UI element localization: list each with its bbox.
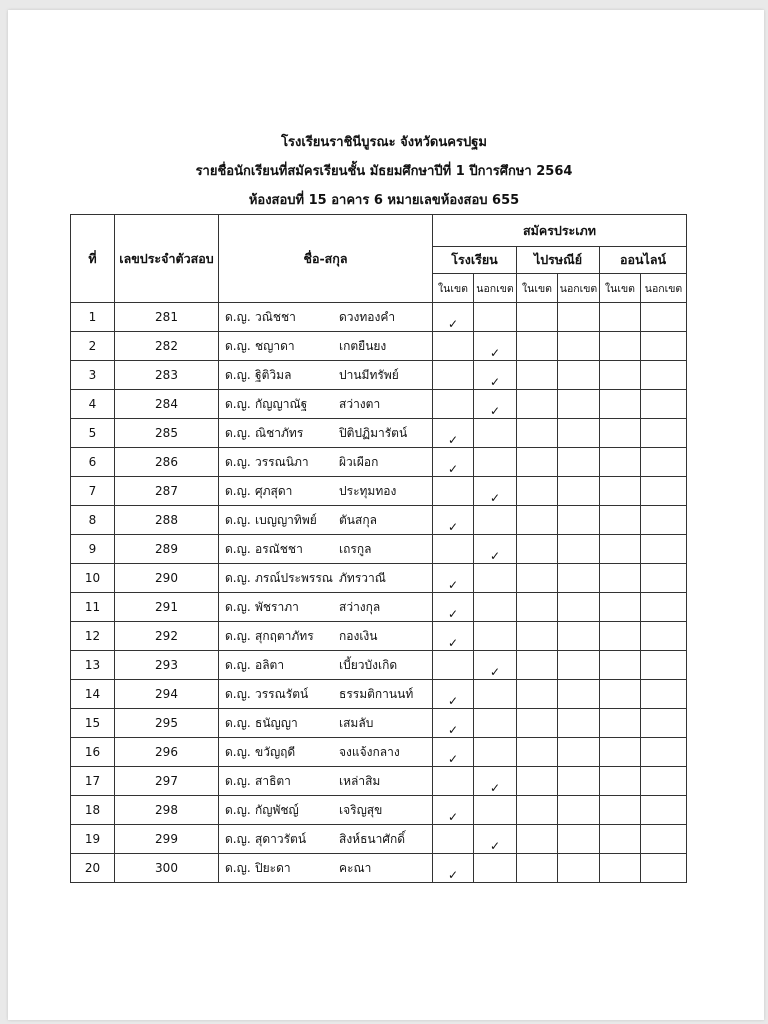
post-out-cell xyxy=(558,303,600,332)
first-name: วณิชชา xyxy=(255,309,296,324)
online-out-cell xyxy=(641,564,687,593)
student-name xyxy=(219,680,433,709)
exam-id: 294 xyxy=(115,680,219,709)
post-in-cell xyxy=(517,535,558,564)
student-name xyxy=(219,593,433,622)
student-name xyxy=(219,796,433,825)
online-in-cell xyxy=(600,651,641,680)
table-row xyxy=(71,332,687,361)
name-prefix: ด.ญ. xyxy=(225,599,251,614)
school-out-cell xyxy=(474,361,517,390)
post-out-cell xyxy=(558,738,600,767)
first-name: ภรณ์ประพรรณ xyxy=(255,570,333,585)
col-header-post: ไปรษณีย์ xyxy=(517,247,600,274)
school-out-cell xyxy=(474,303,517,332)
last-name: กองเงิน xyxy=(339,628,378,643)
row-number: 1 xyxy=(71,303,115,332)
online-in-cell xyxy=(600,303,641,332)
student-name xyxy=(219,303,433,332)
exam-room-info: ห้องสอบที่ 15 อาคาร 6 หมายเลขห้องสอบ 655 xyxy=(248,193,520,208)
exam-id: 295 xyxy=(115,709,219,738)
school-in-cell xyxy=(433,738,474,767)
table-row xyxy=(71,593,687,622)
last-name: เสมลับ xyxy=(339,715,374,730)
school-in-cell xyxy=(433,593,474,622)
name-prefix: ด.ญ. xyxy=(225,860,251,875)
online-in-cell xyxy=(600,477,641,506)
check-mark-icon: ✓ xyxy=(447,723,459,737)
school-out-cell xyxy=(474,651,517,680)
post-in-cell xyxy=(517,419,558,448)
name-prefix: ด.ญ. xyxy=(225,425,251,440)
name-prefix: ด.ญ. xyxy=(225,454,251,469)
online-out-cell xyxy=(641,535,687,564)
online-out-cell xyxy=(641,506,687,535)
school-out-cell xyxy=(474,535,517,564)
school-out-cell xyxy=(474,622,517,651)
school-out-cell xyxy=(474,448,517,477)
school-out-cell xyxy=(474,767,517,796)
name-prefix: ด.ญ. xyxy=(225,715,251,730)
post-in-cell xyxy=(517,622,558,651)
online-out-cell xyxy=(641,477,687,506)
school-out-cell xyxy=(474,593,517,622)
exam-id: 293 xyxy=(115,651,219,680)
school-in-cell xyxy=(433,622,474,651)
table-row xyxy=(71,825,687,854)
last-name: ปิติปฏิมารัตน์ xyxy=(339,425,408,440)
online-out-cell xyxy=(641,361,687,390)
row-number: 17 xyxy=(71,767,115,796)
row-number: 10 xyxy=(71,564,115,593)
first-name: พัชราภา xyxy=(255,599,299,614)
col-header-post-in: ในเขต xyxy=(517,274,558,303)
online-in-cell xyxy=(600,419,641,448)
first-name: ชญาดา xyxy=(255,338,295,353)
school-out-cell xyxy=(474,854,517,883)
row-number: 9 xyxy=(71,535,115,564)
online-out-cell xyxy=(641,767,687,796)
table-row xyxy=(71,303,687,332)
school-in-cell xyxy=(433,361,474,390)
student-name xyxy=(219,767,433,796)
first-name: ปิยะดา xyxy=(255,860,291,875)
post-out-cell xyxy=(558,825,600,854)
post-in-cell xyxy=(517,796,558,825)
school-out-cell xyxy=(474,564,517,593)
online-in-cell xyxy=(600,680,641,709)
exam-id: 297 xyxy=(115,767,219,796)
col-header-school: โรงเรียน xyxy=(433,247,517,274)
post-in-cell xyxy=(517,448,558,477)
table-row xyxy=(71,419,687,448)
student-name xyxy=(219,506,433,535)
name-prefix: ด.ญ. xyxy=(225,628,251,643)
document-header xyxy=(0,128,768,215)
exam-id: 300 xyxy=(115,854,219,883)
check-mark-icon: ✓ xyxy=(447,810,459,824)
post-in-cell xyxy=(517,651,558,680)
post-in-cell xyxy=(517,506,558,535)
online-in-cell xyxy=(600,709,641,738)
exam-id: 284 xyxy=(115,390,219,419)
last-name: เบี้ยวบังเกิด xyxy=(339,657,398,672)
post-out-cell xyxy=(558,332,600,361)
row-number: 4 xyxy=(71,390,115,419)
online-in-cell xyxy=(600,825,641,854)
name-prefix: ด.ญ. xyxy=(225,309,251,324)
check-mark-icon: ✓ xyxy=(447,752,459,766)
school-out-cell xyxy=(474,419,517,448)
post-out-cell xyxy=(558,593,600,622)
post-in-cell xyxy=(517,709,558,738)
online-out-cell xyxy=(641,825,687,854)
post-out-cell xyxy=(558,477,600,506)
table-row xyxy=(71,506,687,535)
student-name xyxy=(219,332,433,361)
exam-id: 299 xyxy=(115,825,219,854)
last-name: สว่างกุล xyxy=(339,599,381,614)
first-name: อลิตา xyxy=(255,657,285,672)
school-in-cell xyxy=(433,303,474,332)
first-name: ขวัญฤดี xyxy=(255,744,296,759)
last-name: เจริญสุข xyxy=(339,802,383,817)
exam-id: 282 xyxy=(115,332,219,361)
check-mark-icon: ✓ xyxy=(447,578,459,592)
row-number: 2 xyxy=(71,332,115,361)
first-name: ศุภสุดา xyxy=(255,483,293,498)
online-in-cell xyxy=(600,854,641,883)
check-mark-icon: ✓ xyxy=(447,607,459,621)
exam-id: 296 xyxy=(115,738,219,767)
school-in-cell xyxy=(433,332,474,361)
school-in-cell xyxy=(433,825,474,854)
check-mark-icon: ✓ xyxy=(447,520,459,534)
post-out-cell xyxy=(558,709,600,738)
exam-id: 285 xyxy=(115,419,219,448)
online-in-cell xyxy=(600,564,641,593)
row-number: 11 xyxy=(71,593,115,622)
exam-id: 281 xyxy=(115,303,219,332)
first-name: ฐิติวิมล xyxy=(255,367,292,382)
school-in-cell xyxy=(433,535,474,564)
post-out-cell xyxy=(558,796,600,825)
online-in-cell xyxy=(600,361,641,390)
last-name: ปานมีทรัพย์ xyxy=(339,367,399,382)
exam-id: 289 xyxy=(115,535,219,564)
last-name: คะณา xyxy=(339,860,372,875)
first-name: สุกฤตาภัทร xyxy=(255,628,314,643)
row-number: 18 xyxy=(71,796,115,825)
online-out-cell xyxy=(641,419,687,448)
exam-id: 290 xyxy=(115,564,219,593)
school-out-cell xyxy=(474,506,517,535)
post-out-cell xyxy=(558,622,600,651)
row-number: 7 xyxy=(71,477,115,506)
last-name: ดวงทองคำ xyxy=(339,309,396,324)
student-name xyxy=(219,825,433,854)
check-mark-icon: ✓ xyxy=(489,375,501,389)
table-row xyxy=(71,448,687,477)
school-in-cell xyxy=(433,448,474,477)
col-header-apply-type: สมัครประเภท xyxy=(433,215,687,247)
student-name xyxy=(219,622,433,651)
online-in-cell xyxy=(600,622,641,651)
table-row xyxy=(71,535,687,564)
post-in-cell xyxy=(517,767,558,796)
first-name: เบญญาทิพย์ xyxy=(255,512,317,527)
col-header-exam-id: เลขประจำตัวสอบ xyxy=(115,215,219,303)
check-mark-icon: ✓ xyxy=(447,636,459,650)
name-prefix: ด.ญ. xyxy=(225,541,251,556)
last-name: ผิวเผือก xyxy=(339,454,379,469)
name-prefix: ด.ญ. xyxy=(225,512,251,527)
online-out-cell xyxy=(641,854,687,883)
online-in-cell xyxy=(600,767,641,796)
post-out-cell xyxy=(558,767,600,796)
online-out-cell xyxy=(641,448,687,477)
first-name: ธนัญญา xyxy=(255,715,298,730)
student-name xyxy=(219,419,433,448)
post-in-cell xyxy=(517,680,558,709)
name-prefix: ด.ญ. xyxy=(225,686,251,701)
online-in-cell xyxy=(600,796,641,825)
first-name: วรรณรัตน์ xyxy=(255,686,309,701)
post-out-cell xyxy=(558,535,600,564)
name-prefix: ด.ญ. xyxy=(225,657,251,672)
col-header-school-in: ในเขต xyxy=(433,274,474,303)
row-number: 8 xyxy=(71,506,115,535)
online-out-cell xyxy=(641,593,687,622)
check-mark-icon: ✓ xyxy=(447,317,459,331)
exam-id: 292 xyxy=(115,622,219,651)
name-prefix: ด.ญ. xyxy=(225,396,251,411)
name-prefix: ด.ญ. xyxy=(225,338,251,353)
online-in-cell xyxy=(600,506,641,535)
row-number: 14 xyxy=(71,680,115,709)
check-mark-icon: ✓ xyxy=(447,868,459,882)
post-in-cell xyxy=(517,738,558,767)
online-in-cell xyxy=(600,535,641,564)
post-in-cell xyxy=(517,564,558,593)
table-row xyxy=(71,477,687,506)
table-row xyxy=(71,680,687,709)
table-body xyxy=(71,303,687,883)
post-out-cell xyxy=(558,854,600,883)
table-row xyxy=(71,796,687,825)
school-name: โรงเรียนราชินีบูรณะ จังหวัดนครปฐม xyxy=(281,135,487,150)
online-in-cell xyxy=(600,738,641,767)
student-name xyxy=(219,390,433,419)
online-out-cell xyxy=(641,390,687,419)
post-in-cell xyxy=(517,361,558,390)
first-name: สาธิตา xyxy=(255,773,291,788)
first-name: อรณัชชา xyxy=(255,541,303,556)
last-name: ประทุมทอง xyxy=(339,483,397,498)
col-header-name: ชื่อ-สกุล xyxy=(219,215,433,303)
school-out-cell xyxy=(474,709,517,738)
exam-id: 298 xyxy=(115,796,219,825)
name-prefix: ด.ญ. xyxy=(225,367,251,382)
student-name xyxy=(219,535,433,564)
first-name: สุดาวรัตน์ xyxy=(255,831,307,846)
post-in-cell xyxy=(517,593,558,622)
school-in-cell xyxy=(433,564,474,593)
last-name: สว่างตา xyxy=(339,396,381,411)
row-number: 3 xyxy=(71,361,115,390)
table-row xyxy=(71,564,687,593)
student-name xyxy=(219,448,433,477)
school-in-cell xyxy=(433,506,474,535)
first-name: ณิชาภัทร xyxy=(255,425,304,440)
row-number: 6 xyxy=(71,448,115,477)
table-row xyxy=(71,361,687,390)
last-name: ภัทรวาณี xyxy=(339,570,386,585)
exam-id: 288 xyxy=(115,506,219,535)
table-row xyxy=(71,767,687,796)
col-header-post-out: นอกเขต xyxy=(558,274,600,303)
school-out-cell xyxy=(474,390,517,419)
post-in-cell xyxy=(517,390,558,419)
first-name: วรรณนิภา xyxy=(255,454,309,469)
online-out-cell xyxy=(641,303,687,332)
school-in-cell xyxy=(433,680,474,709)
online-in-cell xyxy=(600,448,641,477)
student-name xyxy=(219,854,433,883)
post-out-cell xyxy=(558,680,600,709)
student-table xyxy=(70,214,687,883)
post-out-cell xyxy=(558,564,600,593)
online-in-cell xyxy=(600,332,641,361)
last-name: จงแจ้งกลาง xyxy=(339,744,400,759)
school-in-cell xyxy=(433,477,474,506)
school-out-cell xyxy=(474,332,517,361)
table-row xyxy=(71,390,687,419)
name-prefix: ด.ญ. xyxy=(225,773,251,788)
online-out-cell xyxy=(641,796,687,825)
name-prefix: ด.ญ. xyxy=(225,831,251,846)
last-name: เหล่าสิม xyxy=(339,773,381,788)
row-number: 19 xyxy=(71,825,115,854)
exam-id: 286 xyxy=(115,448,219,477)
first-name: กัญญาณัฐ xyxy=(255,396,308,411)
online-out-cell xyxy=(641,709,687,738)
school-out-cell xyxy=(474,477,517,506)
post-in-cell xyxy=(517,825,558,854)
online-in-cell xyxy=(600,593,641,622)
table-row xyxy=(71,622,687,651)
name-prefix: ด.ญ. xyxy=(225,802,251,817)
check-mark-icon: ✓ xyxy=(447,462,459,476)
post-in-cell xyxy=(517,332,558,361)
last-name: สิงห์ธนาศักดิ์ xyxy=(339,831,406,846)
row-number: 15 xyxy=(71,709,115,738)
post-in-cell xyxy=(517,854,558,883)
col-header-school-out: นอกเขต xyxy=(474,274,517,303)
school-out-cell xyxy=(474,738,517,767)
row-number: 12 xyxy=(71,622,115,651)
exam-id: 291 xyxy=(115,593,219,622)
exam-id: 287 xyxy=(115,477,219,506)
last-name: ธรรมติกานนท์ xyxy=(339,686,414,701)
school-in-cell xyxy=(433,390,474,419)
school-in-cell xyxy=(433,854,474,883)
post-out-cell xyxy=(558,419,600,448)
check-mark-icon: ✓ xyxy=(489,346,501,360)
school-out-cell xyxy=(474,680,517,709)
post-out-cell xyxy=(558,390,600,419)
list-title: รายชื่อนักเรียนที่สมัครเรียนชั้น มัธยมศึกษาปีที่ 1 ปีการศึกษา 2564 xyxy=(195,164,573,179)
school-in-cell xyxy=(433,419,474,448)
first-name: กัญพัชญ์ xyxy=(255,802,299,817)
table-row xyxy=(71,738,687,767)
post-out-cell xyxy=(558,361,600,390)
table-row xyxy=(71,854,687,883)
student-name xyxy=(219,477,433,506)
col-header-no: ที่ xyxy=(71,215,115,303)
school-out-cell xyxy=(474,796,517,825)
row-number: 5 xyxy=(71,419,115,448)
school-in-cell xyxy=(433,709,474,738)
check-mark-icon: ✓ xyxy=(489,839,501,853)
online-out-cell xyxy=(641,622,687,651)
post-in-cell xyxy=(517,303,558,332)
online-in-cell xyxy=(600,390,641,419)
check-mark-icon: ✓ xyxy=(489,549,501,563)
student-name xyxy=(219,738,433,767)
online-out-cell xyxy=(641,738,687,767)
school-in-cell xyxy=(433,651,474,680)
table-row xyxy=(71,651,687,680)
col-header-online-out: นอกเขต xyxy=(641,274,687,303)
student-name xyxy=(219,709,433,738)
row-number: 20 xyxy=(71,854,115,883)
school-in-cell xyxy=(433,796,474,825)
check-mark-icon: ✓ xyxy=(489,491,501,505)
row-number: 16 xyxy=(71,738,115,767)
row-number: 13 xyxy=(71,651,115,680)
check-mark-icon: ✓ xyxy=(447,433,459,447)
post-in-cell xyxy=(517,477,558,506)
online-out-cell xyxy=(641,651,687,680)
last-name: ตันสกุล xyxy=(339,512,377,527)
online-out-cell xyxy=(641,680,687,709)
name-prefix: ด.ญ. xyxy=(225,570,251,585)
exam-id: 283 xyxy=(115,361,219,390)
student-name xyxy=(219,361,433,390)
table-row xyxy=(71,709,687,738)
last-name: เกตยืนยง xyxy=(339,338,387,353)
school-out-cell xyxy=(474,825,517,854)
name-prefix: ด.ญ. xyxy=(225,483,251,498)
name-prefix: ด.ญ. xyxy=(225,744,251,759)
last-name: เถรกูล xyxy=(339,541,372,556)
check-mark-icon: ✓ xyxy=(489,404,501,418)
online-out-cell xyxy=(641,332,687,361)
student-name xyxy=(219,564,433,593)
post-out-cell xyxy=(558,448,600,477)
col-header-online-in: ในเขต xyxy=(600,274,641,303)
check-mark-icon: ✓ xyxy=(489,781,501,795)
check-mark-icon: ✓ xyxy=(447,694,459,708)
student-name xyxy=(219,651,433,680)
post-out-cell xyxy=(558,651,600,680)
col-header-online: ออนไลน์ xyxy=(600,247,687,274)
check-mark-icon: ✓ xyxy=(489,665,501,679)
school-in-cell xyxy=(433,767,474,796)
post-out-cell xyxy=(558,506,600,535)
